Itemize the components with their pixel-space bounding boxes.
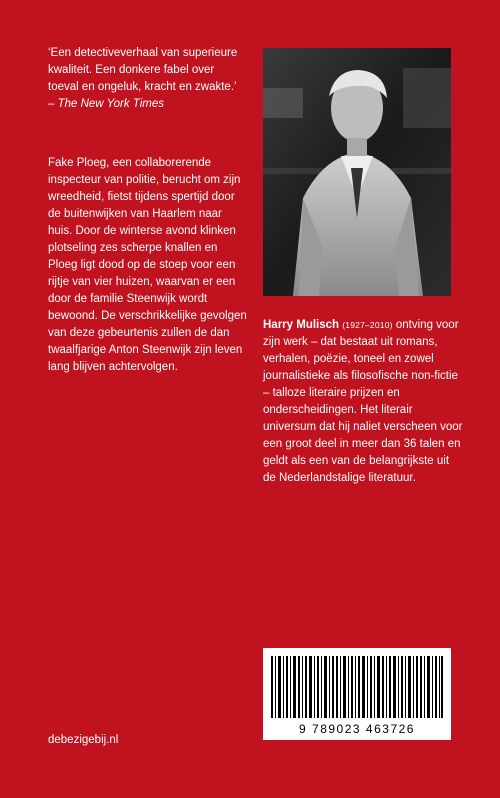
author-name: Harry Mulisch: [263, 319, 340, 331]
review-quote: [48, 45, 238, 113]
quote-source: – The New York Times: [48, 98, 165, 110]
author-bio-text: ontving voor zijn werk – dat bestaat uit romans, verhalen, poëzie, toneel en zowel journalistieke als filosofische non-fictie – talloze literaire prijzen en onderscheidingen. Het literair universum dat hij naliet verscheen voor een groot deel in meer dan 36 talen en geldt als een van de belangrijkste uit de Nederlandstalige literatuur.: [263, 319, 463, 484]
publisher-url: debezigebij.nl: [48, 734, 119, 746]
quote-source-name: The New York Times: [57, 98, 165, 110]
author-bio: [263, 317, 463, 487]
barcode-icon: [271, 656, 443, 718]
author-years: (1927–2010): [342, 320, 393, 330]
isbn-number: 9 789023 463726: [299, 722, 415, 736]
quote-text: ‘Een detectiveverhaal van superieure kwaliteit. Een donkere fabel over toeval en ongeluk, kracht en zwakte.’: [48, 47, 238, 93]
author-photo-image: [263, 48, 451, 296]
book-blurb: Fake Ploeg, een collaborerende inspecteur van politie, berucht om zijn wreedheid, fietst tijdens spertijd door de buitenwijken van Haarlem naar huis. Door de winterse avond klinken plotseling zes scherpe knallen en Ploeg ligt dood op de stoep voor een rijtje van vier huizen, waarvan er een door de familie Steenwijk wordt bewoond. De verschrikkelijke gevolgen van deze gebeurtenis zullen de dan twaalfjarige Anton Steenwijk zijn leven lang blijven achtervolgen.: [48, 157, 247, 373]
isbn-barcode: [263, 648, 451, 740]
author-photo: [263, 48, 451, 296]
